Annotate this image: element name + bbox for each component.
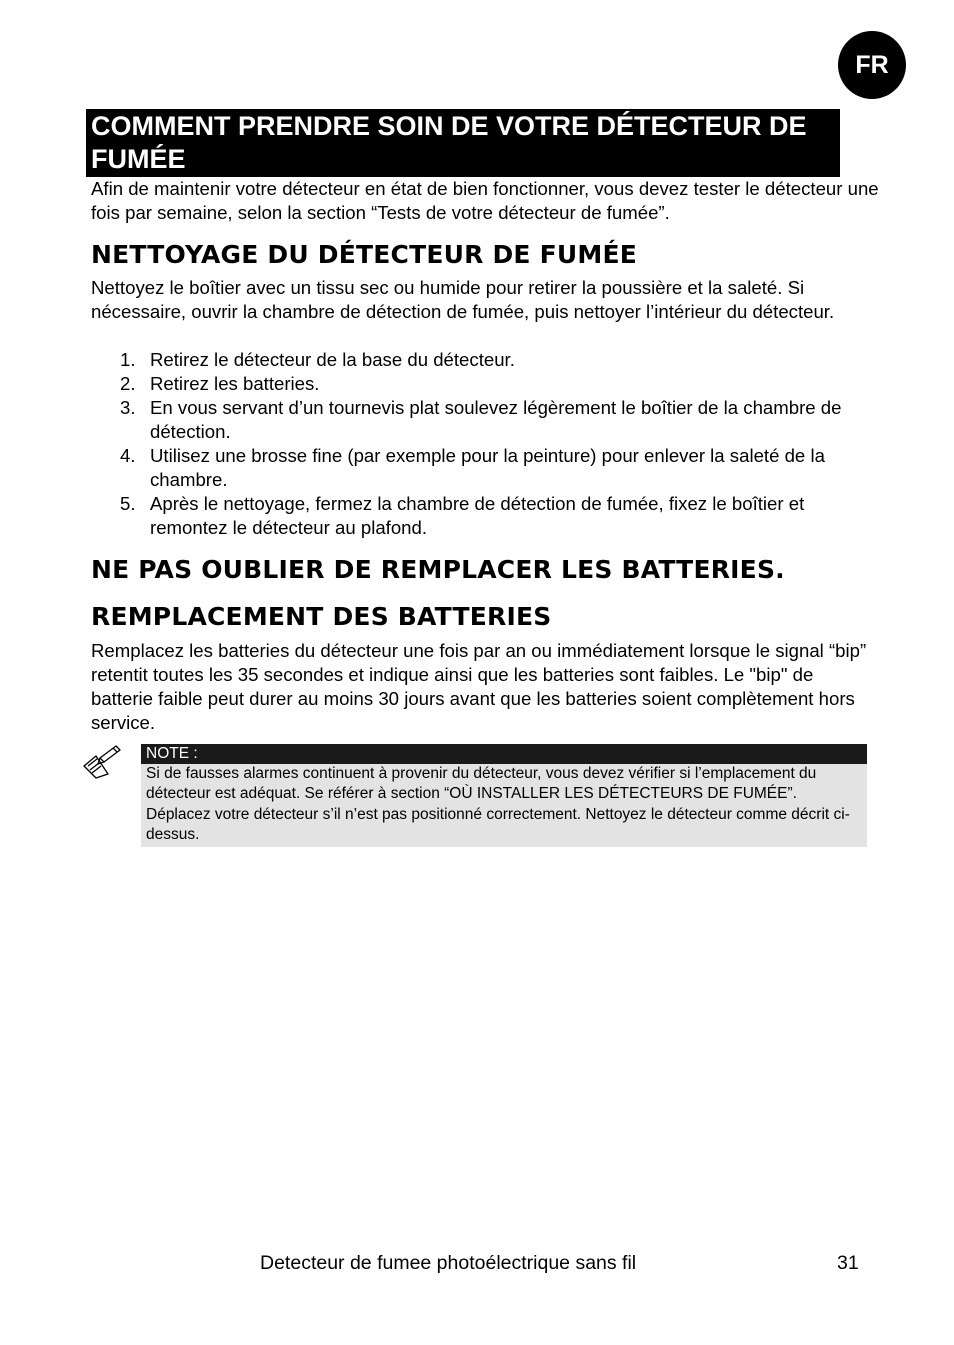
battery-reminder-heading: NE PAS OUBLIER DE REMPLACER LES BATTERIES. [91,555,785,584]
list-item [120,372,880,396]
cleaning-steps-list [120,348,880,540]
step-text: Retirez les batteries. [150,373,320,394]
battery-paragraph: Remplacez les batteries du détecteur une fois par an ou immédiatement lorsque le signal “bip” retentit toutes les 35 secondes et indique ainsi que les batteries sont faibles. Le "bip" de batterie faible peut durer au moins 30 jours avant que les batteries soient complètement hors service. [91,640,867,733]
language-badge: FR [838,31,906,99]
note-pencil-icon [82,744,122,780]
note-text: Si de fausses alarmes continuent à provenir du détecteur, vous devez vérifier si l’emplacement du détecteur est adéquat. Se référer à section “OÙ INSTALLER LES DÉTECTEURS DE FUMÉE”. Déplacez votre détecteur s’il n’est pas positionné correctement. Nettoyez le détecteur comme décrit ci-dessus. [141,764,867,847]
step-text: Retirez le détecteur de la base du détecteur. [150,349,515,370]
list-item [120,396,880,444]
page-number: 31 [837,1252,859,1274]
note-box [141,744,867,847]
page-title: COMMENT PRENDRE SOIN DE VOTRE DÉTECTEUR DE FUMÉE [86,109,840,177]
footer-title: Detecteur de fumee photoélectrique sans fil [260,1252,637,1274]
battery-heading: REMPLACEMENT DES BATTERIES [91,602,552,631]
step-number: 5. [120,493,136,514]
step-text: Après le nettoyage, fermez la chambre de détection de fumée, fixez le boîtier et remontez le détecteur au plafond. [150,493,805,538]
note-label: NOTE : [141,744,867,764]
list-item [120,348,880,372]
step-text: Utilisez une brosse fine (par exemple pour la peinture) pour enlever la saleté de la chambre. [150,445,825,490]
list-item [120,444,880,492]
cleaning-paragraph: Nettoyez le boîtier avec un tissu sec ou humide pour retirer la poussière et la saleté. Si nécessaire, ouvrir la chambre de détection de fumée, puis nettoyer l’intérieur du détecteur. [91,277,835,322]
step-text: En vous servant d’un tournevis plat soulevez légèrement le boîtier de la chambre de détection. [150,397,842,442]
list-item [120,492,880,540]
intro-paragraph: Afin de maintenir votre détecteur en état de bien fonctionner, vous devez tester le détecteur une fois par semaine, selon la section “Tests de votre détecteur de fumée”. [91,178,879,223]
step-number: 3. [120,397,136,418]
step-number: 1. [120,349,136,370]
step-number: 4. [120,445,136,466]
step-number: 2. [120,373,136,394]
cleaning-heading: NETTOYAGE DU DÉTECTEUR DE FUMÉE [91,240,637,269]
